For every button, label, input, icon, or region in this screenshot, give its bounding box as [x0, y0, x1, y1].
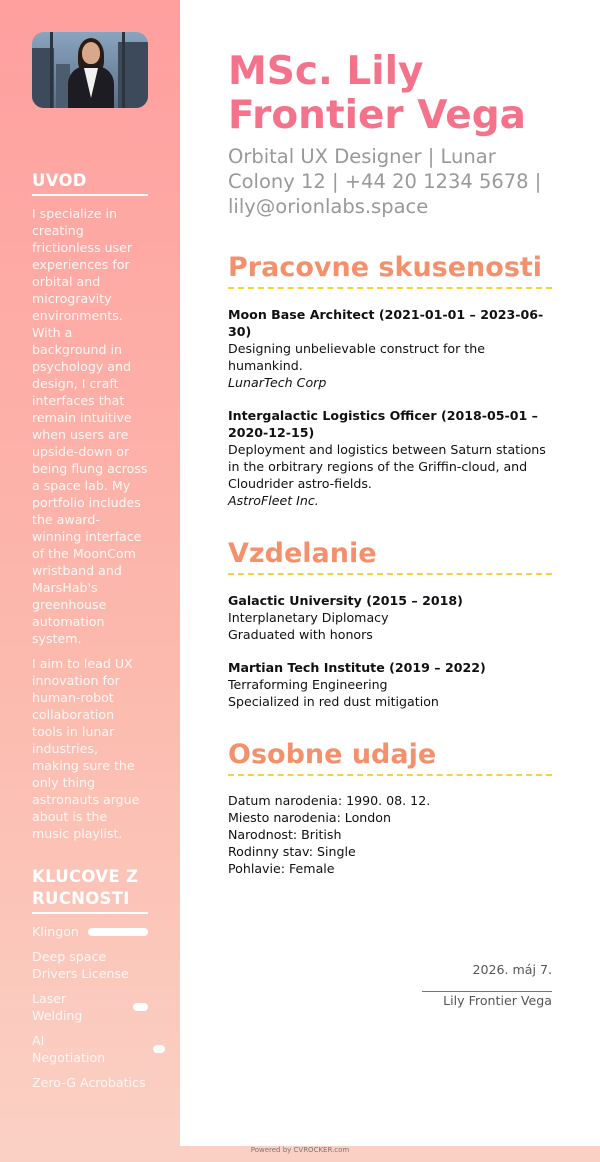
skill-name: Klingon [32, 924, 79, 939]
experience-description: Deployment and logistics between Saturn stations in the orbitrary regions of the Griffin-cloud, and Cloudrider astro-fields. [228, 442, 546, 491]
personal-heading: Osobne udaje [228, 738, 552, 776]
personal-line: Pohlavie: Female [228, 861, 335, 876]
sidebar [0, 0, 180, 1146]
main-content [228, 50, 552, 877]
education-field: Interplanetary Diplomacy [228, 610, 389, 625]
skill-level-fill [133, 1003, 148, 1011]
personal-details [228, 792, 552, 877]
skill-level-fill [153, 1045, 165, 1053]
education-field: Terraforming Engineering [228, 677, 388, 692]
personal-line: Datum narodenia: 1990. 08. 12. [228, 793, 431, 808]
skill-level-bar [105, 1045, 165, 1053]
skill-name: Zero-G Acrobatics [32, 1075, 146, 1090]
experience-title: Intergalactic Logistics Officer (2018-05-01 – 2020-12-15) [228, 408, 538, 440]
skills-list [32, 923, 148, 1091]
education-note: Graduated with honors [228, 627, 373, 642]
experience-item [228, 306, 552, 391]
signature-name: Lily Frontier Vega [422, 991, 552, 1008]
education-item [228, 592, 552, 643]
footer-credit-link[interactable]: Powered by CVROCKER.com [250, 1146, 350, 1154]
footer [0, 1146, 600, 1162]
skill-item [32, 990, 148, 1024]
person-name: MSc. Lily Frontier Vega [228, 49, 526, 138]
education-title: Martian Tech Institute (2019 – 2022) [228, 660, 486, 675]
skill-level-bar [88, 1003, 148, 1011]
about-paragraph-2: I aim to lead UX innovation for human-robot collaboration tools in lunar industries, making sure the only thing astronauts argue about is the music playlist. [32, 656, 140, 841]
experience-title: Moon Base Architect (2021-01-01 – 2023-06-30) [228, 307, 544, 339]
avatar [32, 32, 148, 108]
skill-item [32, 1074, 148, 1091]
signature-date: 2026. máj 7. [472, 962, 552, 977]
education-heading: Vzdelanie [228, 537, 552, 575]
experience-company: AstroFleet Inc. [228, 493, 319, 508]
personal-line: Miesto narodenia: London [228, 810, 391, 825]
skill-item [32, 1032, 148, 1066]
education-note: Specialized in red dust mitigation [228, 694, 439, 709]
skill-name: Deep space Drivers License [32, 949, 129, 981]
education-item [228, 659, 552, 710]
skills-heading: KLUCOVE ZRUCNOSTI [32, 866, 148, 914]
experience-heading: Pracovne skusenosti [228, 251, 552, 289]
skill-name: Laser Welding [32, 991, 83, 1023]
skill-name: AI Negotiation [32, 1033, 106, 1065]
contact-line: Orbital UX Designer | Lunar Colony 12 | +44 20 1234 5678 | lily@orionlabs.space [228, 145, 542, 218]
about-paragraph-1: I specialize in creating frictionless user experiences for orbital and microgravity environments. With a background in psychology and design, I craft interfaces that remain intuitive when users are upside-down or being flung across a space lab. My portfolio includes the award-winning interface of the MoonCom wristband and MarsHab's greenhouse automation system. [32, 206, 148, 646]
signature-block [422, 962, 552, 1008]
skill-item [32, 948, 148, 982]
skill-level-bar [88, 928, 148, 936]
about-heading: UVOD [32, 170, 148, 196]
experience-description: Designing unbelievable construct for the humankind. [228, 341, 485, 373]
experience-item [228, 407, 552, 509]
skill-item [32, 923, 148, 940]
experience-company: LunarTech Corp [228, 375, 327, 390]
personal-line: Narodnost: British [228, 827, 342, 842]
skill-level-fill [88, 928, 148, 936]
education-title: Galactic University (2015 – 2018) [228, 593, 463, 608]
personal-line: Rodinny stav: Single [228, 844, 356, 859]
